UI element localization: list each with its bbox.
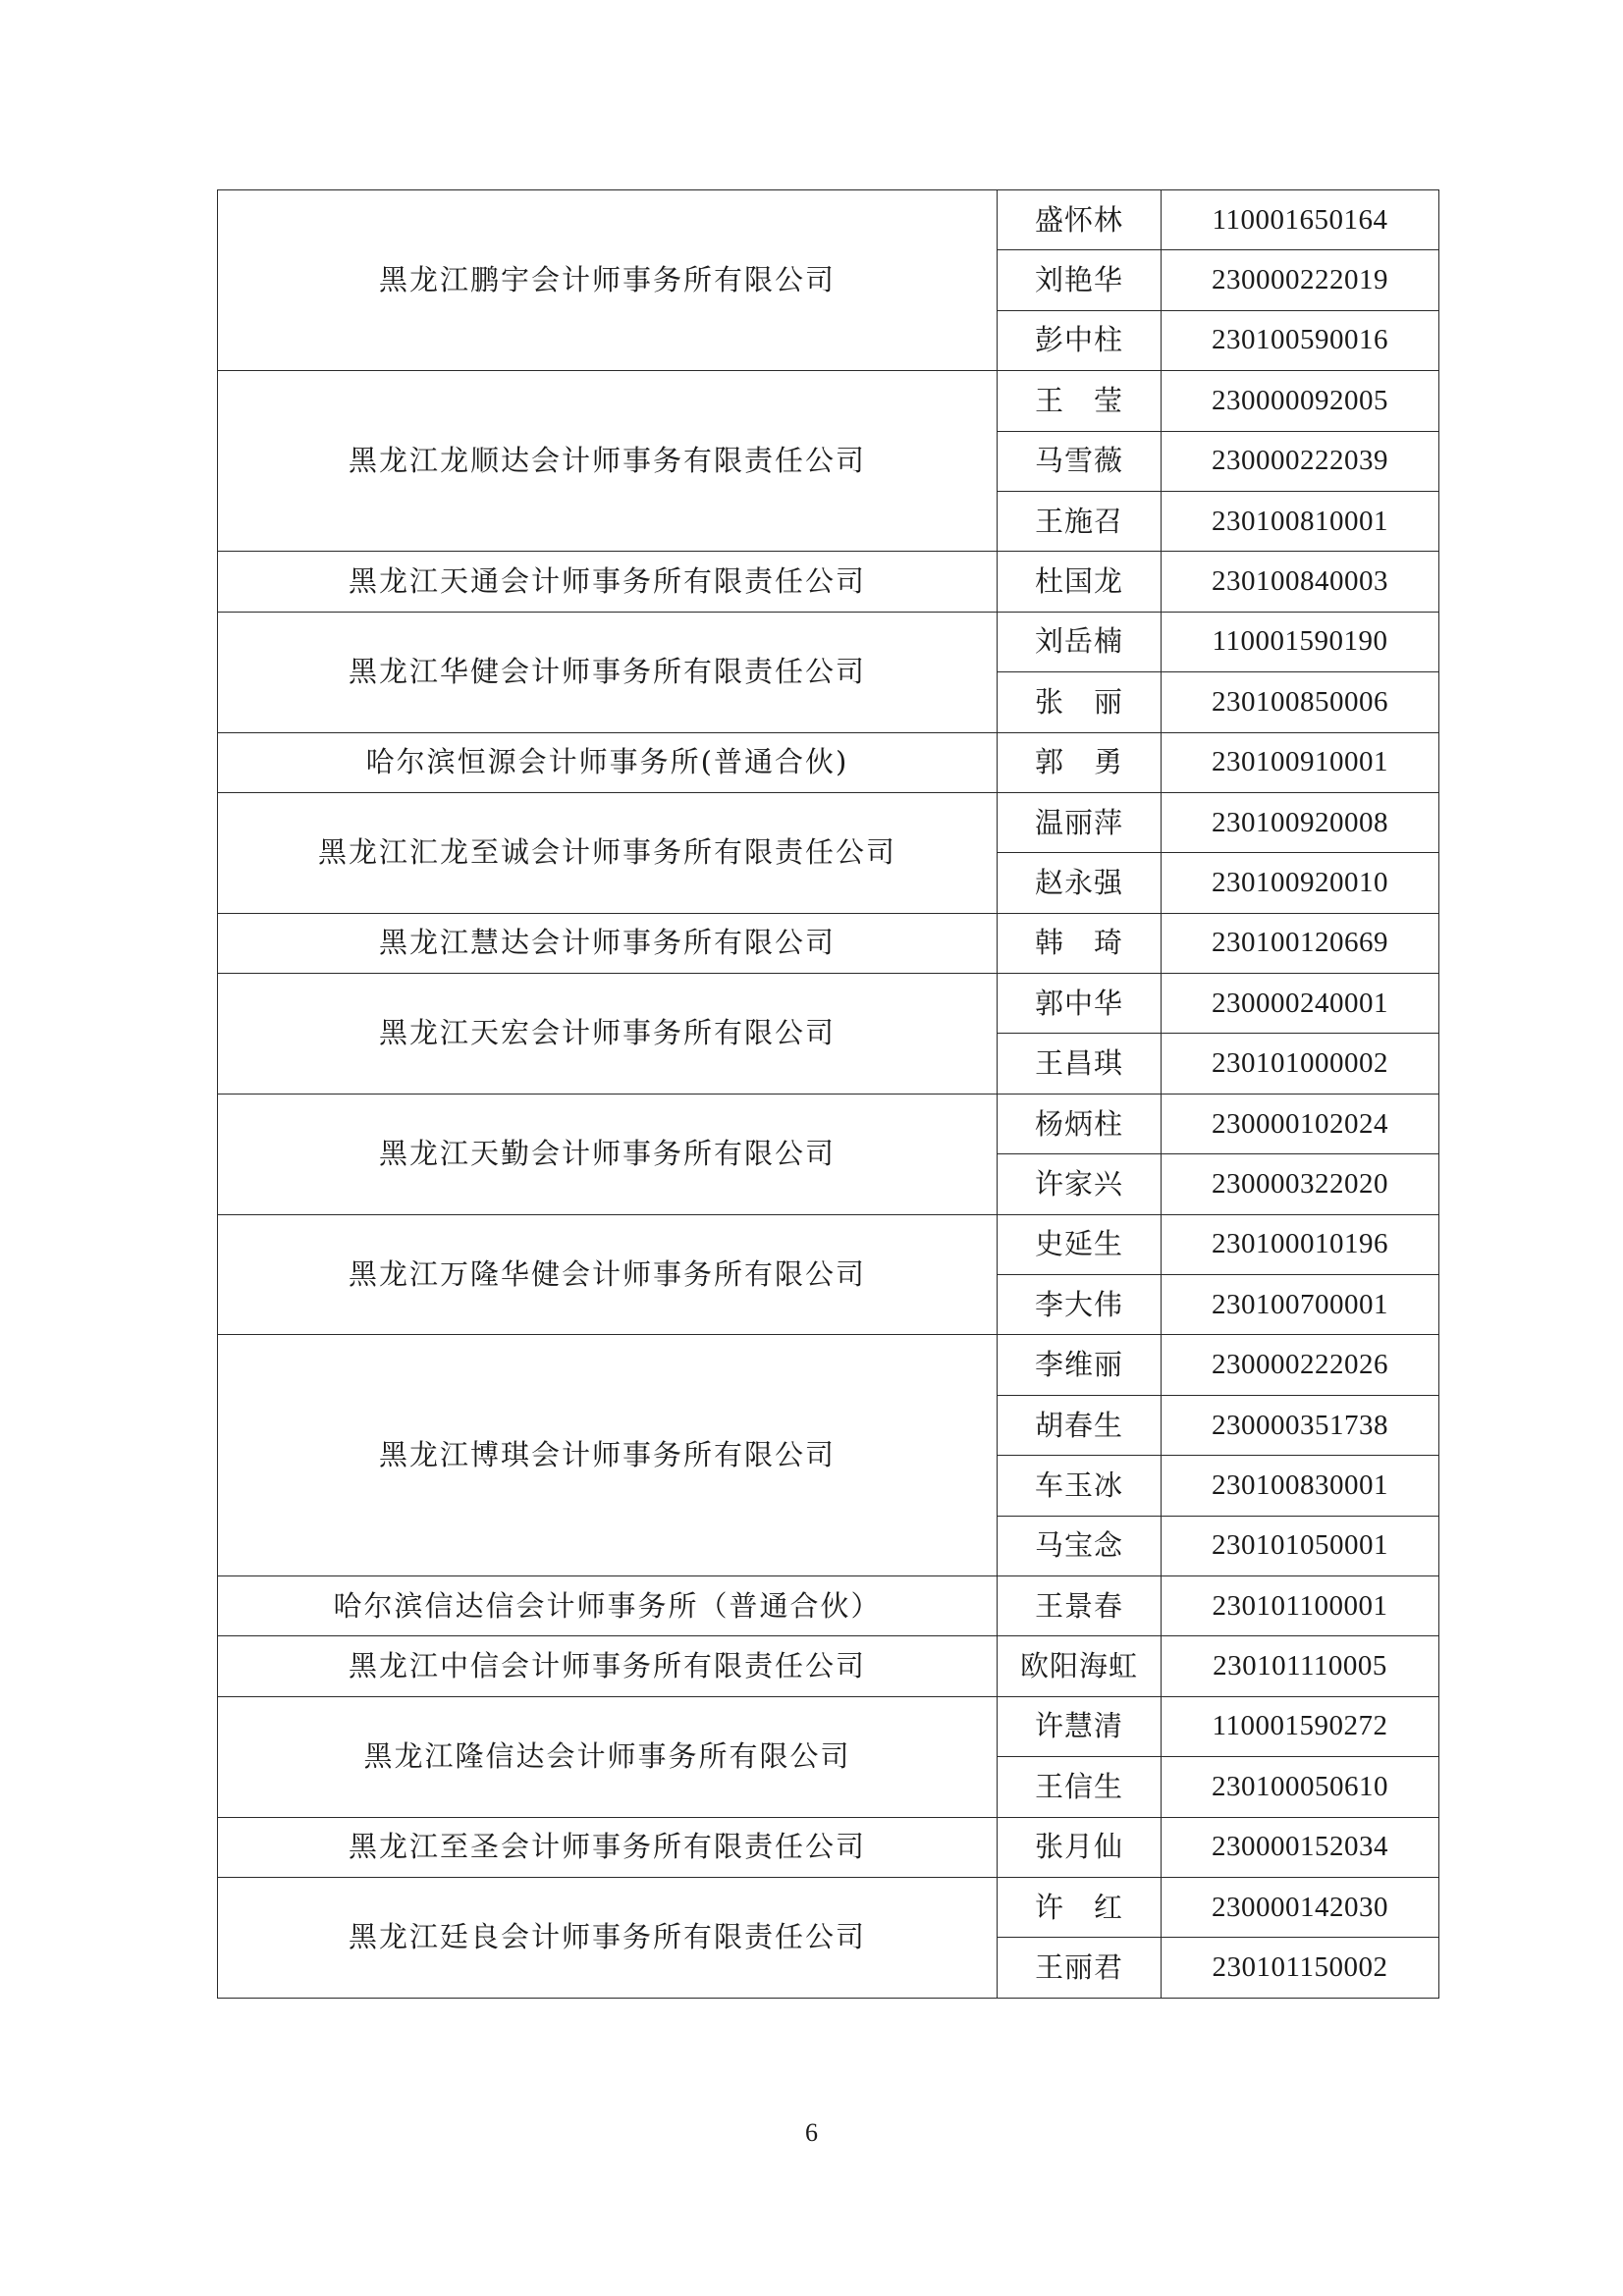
- accountant-name-cell: 郭 勇: [998, 732, 1162, 792]
- certificate-number-cell: 230101000002: [1162, 1034, 1439, 1094]
- table-row: [218, 612, 1439, 671]
- certificate-number-cell: 230000222019: [1162, 250, 1439, 310]
- firm-name-cell: 黑龙江廷良会计师事务所有限责任公司: [218, 1877, 998, 1998]
- accountant-name-cell: 杨炳柱: [998, 1094, 1162, 1153]
- firm-name-cell: 黑龙江万隆华健会计师事务所有限公司: [218, 1214, 998, 1335]
- certificate-number-cell: 230000152034: [1162, 1817, 1439, 1877]
- certificate-number-cell: 230101050001: [1162, 1516, 1439, 1575]
- table-row: [218, 1817, 1439, 1877]
- accountant-name-cell: 张月仙: [998, 1817, 1162, 1877]
- certificate-number-cell: 230000102024: [1162, 1094, 1439, 1153]
- table-row: [218, 1094, 1439, 1153]
- accountant-name-cell: 赵永强: [998, 853, 1162, 913]
- firm-name-cell: 哈尔滨信达信会计师事务所（普通合伙）: [218, 1575, 998, 1635]
- certificate-number-cell: 230101100001: [1162, 1575, 1439, 1635]
- certificate-number-cell: 230000240001: [1162, 974, 1439, 1034]
- certificate-number-cell: 230000142030: [1162, 1877, 1439, 1937]
- accountant-name-cell: 王施召: [998, 491, 1162, 551]
- firm-name-cell: 黑龙江鹏宇会计师事务所有限公司: [218, 190, 998, 371]
- firm-name-cell: 黑龙江至圣会计师事务所有限责任公司: [218, 1817, 998, 1877]
- accountant-name-cell: 李维丽: [998, 1335, 1162, 1395]
- firm-name-cell: 黑龙江龙顺达会计师事务有限责任公司: [218, 371, 998, 552]
- certificate-number-cell: 110001650164: [1162, 190, 1439, 250]
- roster-table-body: [218, 190, 1439, 1999]
- certificate-number-cell: 230101150002: [1162, 1938, 1439, 1998]
- accountant-name-cell: 王信生: [998, 1757, 1162, 1817]
- firm-name-cell: 黑龙江华健会计师事务所有限责任公司: [218, 612, 998, 732]
- certificate-number-cell: 230000092005: [1162, 371, 1439, 431]
- accountant-name-cell: 王景春: [998, 1575, 1162, 1635]
- certificate-number-cell: 230100810001: [1162, 491, 1439, 551]
- firm-name-cell: 黑龙江天通会计师事务所有限责任公司: [218, 552, 998, 612]
- certificate-number-cell: 230100700001: [1162, 1275, 1439, 1335]
- table-row: [218, 974, 1439, 1034]
- firm-name-cell: 黑龙江隆信达会计师事务所有限公司: [218, 1696, 998, 1817]
- firm-name-cell: 黑龙江天勤会计师事务所有限公司: [218, 1094, 998, 1214]
- accountant-name-cell: 许家兴: [998, 1154, 1162, 1214]
- accountant-name-cell: 李大伟: [998, 1275, 1162, 1335]
- firm-name-cell: 黑龙江中信会计师事务所有限责任公司: [218, 1636, 998, 1696]
- accountant-name-cell: 胡春生: [998, 1395, 1162, 1455]
- firm-name-cell: 哈尔滨恒源会计师事务所(普通合伙): [218, 732, 998, 792]
- table-row: [218, 371, 1439, 431]
- firm-name-cell: 黑龙江博琪会计师事务所有限公司: [218, 1335, 998, 1576]
- firm-name-cell: 黑龙江天宏会计师事务所有限公司: [218, 974, 998, 1095]
- certificate-number-cell: 110001590272: [1162, 1696, 1439, 1756]
- certificate-number-cell: 230100120669: [1162, 913, 1439, 973]
- table-row: [218, 913, 1439, 973]
- accountant-name-cell: 杜国龙: [998, 552, 1162, 612]
- table-row: [218, 190, 1439, 250]
- certificate-number-cell: 230101110005: [1162, 1636, 1439, 1696]
- accountant-roster-table: [217, 189, 1439, 1999]
- firm-name-cell: 黑龙江慧达会计师事务所有限公司: [218, 913, 998, 973]
- certificate-number-cell: 230100920008: [1162, 792, 1439, 852]
- certificate-number-cell: 230100050610: [1162, 1757, 1439, 1817]
- table-row: [218, 792, 1439, 852]
- table-row: [218, 1575, 1439, 1635]
- accountant-name-cell: 欧阳海虹: [998, 1636, 1162, 1696]
- accountant-name-cell: 刘岳楠: [998, 612, 1162, 671]
- table-row: [218, 1877, 1439, 1937]
- certificate-number-cell: 230100010196: [1162, 1214, 1439, 1274]
- certificate-number-cell: 230000351738: [1162, 1395, 1439, 1455]
- accountant-name-cell: 温丽萍: [998, 792, 1162, 852]
- certificate-number-cell: 230000222039: [1162, 431, 1439, 491]
- accountant-name-cell: 许 红: [998, 1877, 1162, 1937]
- certificate-number-cell: 230100850006: [1162, 672, 1439, 732]
- accountant-name-cell: 许慧清: [998, 1696, 1162, 1756]
- table-row: [218, 1696, 1439, 1756]
- certificate-number-cell: 230100840003: [1162, 552, 1439, 612]
- firm-name-cell: 黑龙江汇龙至诚会计师事务所有限责任公司: [218, 792, 998, 913]
- table-row: [218, 1335, 1439, 1395]
- table-row: [218, 1214, 1439, 1274]
- certificate-number-cell: 230100830001: [1162, 1456, 1439, 1516]
- accountant-name-cell: 盛怀林: [998, 190, 1162, 250]
- certificate-number-cell: 230000222026: [1162, 1335, 1439, 1395]
- accountant-name-cell: 刘艳华: [998, 250, 1162, 310]
- certificate-number-cell: 230000322020: [1162, 1154, 1439, 1214]
- accountant-name-cell: 张 丽: [998, 672, 1162, 732]
- accountant-name-cell: 史延生: [998, 1214, 1162, 1274]
- accountant-name-cell: 王昌琪: [998, 1034, 1162, 1094]
- certificate-number-cell: 230100920010: [1162, 853, 1439, 913]
- accountant-name-cell: 马雪薇: [998, 431, 1162, 491]
- certificate-number-cell: 110001590190: [1162, 612, 1439, 671]
- accountant-name-cell: 王丽君: [998, 1938, 1162, 1998]
- accountant-name-cell: 马宝念: [998, 1516, 1162, 1575]
- table-row: [218, 732, 1439, 792]
- certificate-number-cell: 230100590016: [1162, 310, 1439, 370]
- accountant-name-cell: 彭中柱: [998, 310, 1162, 370]
- accountant-name-cell: 韩 琦: [998, 913, 1162, 973]
- accountant-name-cell: 王 莹: [998, 371, 1162, 431]
- accountant-name-cell: 车玉冰: [998, 1456, 1162, 1516]
- certificate-number-cell: 230100910001: [1162, 732, 1439, 792]
- table-row: [218, 552, 1439, 612]
- accountant-name-cell: 郭中华: [998, 974, 1162, 1034]
- table-row: [218, 1636, 1439, 1696]
- page-number: 6: [805, 2118, 818, 2147]
